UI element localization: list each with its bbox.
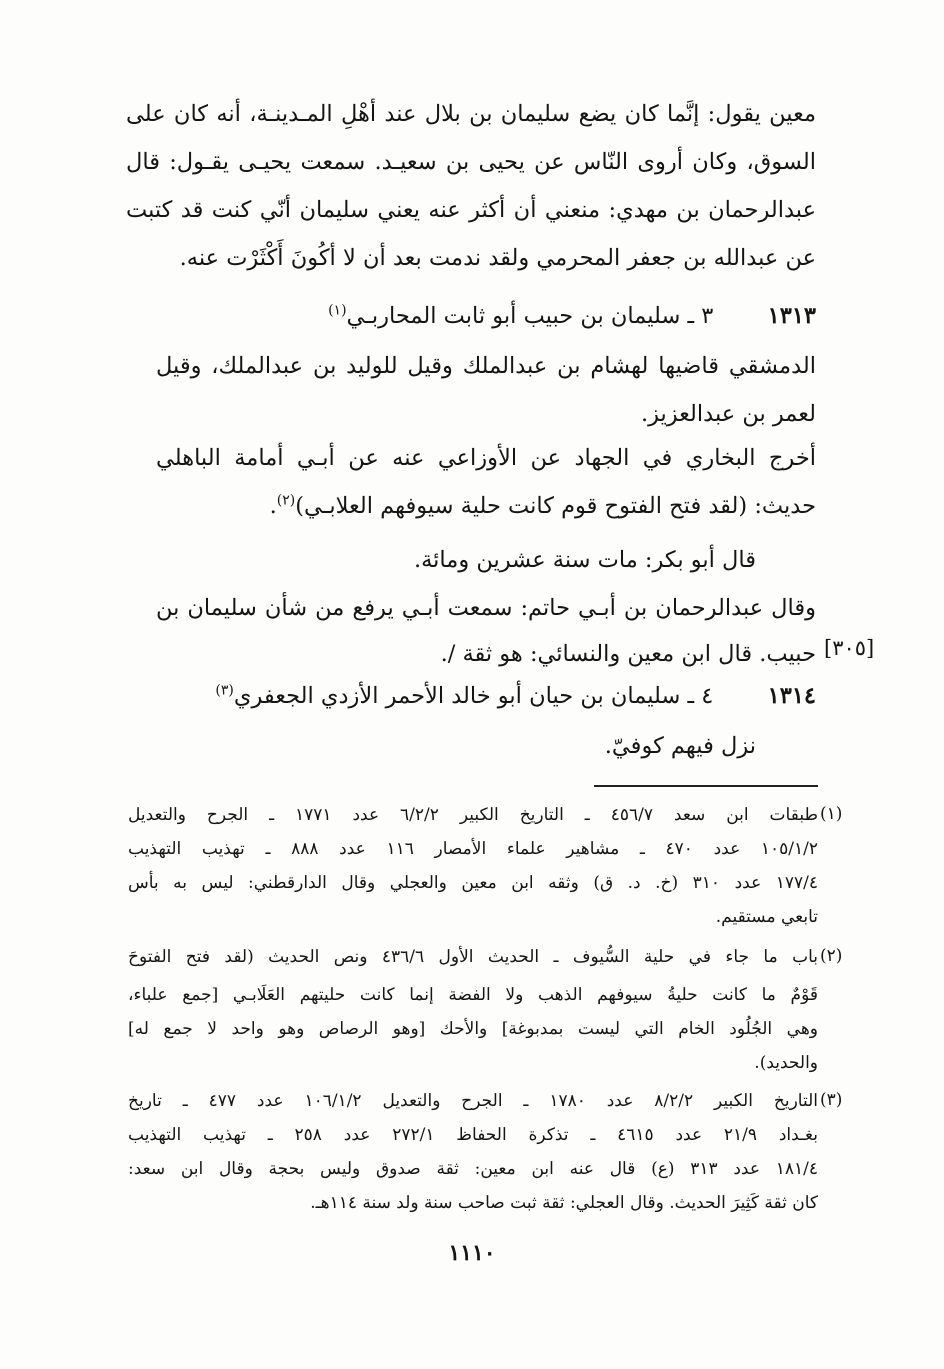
footnote-marker: (١) <box>820 804 843 824</box>
body-line: أخرج البخاري في الجهاد عن الأوزاعي عنه عن أبـي أمامة الباهلي <box>156 445 816 471</box>
body-line: قال أبو بكر: مات سنة عشرين ومائة. <box>413 547 756 573</box>
footnote-line: تابعي مستقيم. <box>715 907 818 927</box>
footnote-separator <box>594 785 818 787</box>
footnote-line: باب ما جاء في حلية السُّيوف ـ الحديث الأول ٤٣٦/٦ ونص الحديث (لقد فتح الفتوحَ <box>128 947 818 967</box>
footnote-line: وهي الجُلُود الخام التي ليست بمدبوغة] والأحك [وهو الرصاص وهو واحد لا جمع له] <box>128 1019 818 1039</box>
footnote-line: التاريخ الكبير ٨/٢/٢ عدد ١٧٨٠ ـ الجرح والتعديل ١٠٦/١/٢ عدد ٤٧٧ ـ تاريخ <box>128 1091 818 1111</box>
footnote-line: قَوْمٌ ما كانت حليةُ سيوفهم الذهب ولا الفضة إنما كانت حليتهم العَلَابـي [جمع علباء، <box>128 985 818 1005</box>
body-line <box>126 492 816 520</box>
footnote-line: كان ثقة كَثِيرَ الحديث. وقال العجلي: ثقة ثبت صاحب سنة ولد سنة ١١٤هـ. <box>310 1193 818 1213</box>
hadith-line: حديث: (لقد فتح الفتوح قوم كانت حلية سيوفهم العلابـي) <box>295 493 816 519</box>
entry-number: ١٣١٤ <box>767 683 816 709</box>
body-line: معين يقول: إنَّما كان يضع سليمان بن بلال عند أهْلِ المـدينـة، أنه كان على <box>126 101 816 127</box>
entry-sub-number: ٣ <box>701 303 714 329</box>
footnote-ref[interactable]: (١) <box>328 302 347 319</box>
body-line: عن عبدالله بن جعفر المحرمي ولقد ندمت بعد أن لا أكُونَ أَكْثَرْت عنه. <box>179 245 816 271</box>
footnote-line: بغـداد ٢١/٩ عدد ٤٦١٥ ـ تذكرة الحفاظ ٢٧٢/١ عدد ٢٥٨ ـ تهذيب التهذيب <box>128 1125 818 1145</box>
body-line: حبيب. قال ابن معين والنسائي: هو ثقة /. <box>440 641 816 667</box>
entry-heading-1314 <box>215 682 816 710</box>
footnote-line: ١٠٥/١/٢ عدد ٤٧٠ ـ مشاهير علماء الأمصار ١١٦ عدد ٨٨٨ ـ تهذيب التهذيب <box>128 839 818 859</box>
body-line: السوق، وكان أروى النّاس عن يحيى بن سعيـد. سمعت يحيـى يقـول: قال <box>126 149 816 175</box>
body-line: نزل فيهم كوفيّ. <box>604 733 756 759</box>
page-number: ١١١٠ <box>448 1240 496 1266</box>
footnote-line: ١٨١/٤ عدد ٣١٣ (ع) قال عنه ابن معين: ثقة صدوق وليس بحجة وقال ابن سعد: <box>128 1159 818 1179</box>
entry-name: سليمان بن حيان أبو خالد الأحمر الأزدي الجعفري <box>233 683 681 709</box>
sentence-end: . <box>269 493 277 519</box>
entry-dash: ـ <box>687 303 695 329</box>
entry-name: سليمان بن حبيب أبو ثابت المحاربـي <box>346 303 681 329</box>
footnote-line: طبقات ابن سعد ٤٥٦/٧ ـ التاريخ الكبير ٦/٢/٢ عدد ١٧٧١ ـ الجرح والتعديل <box>128 805 818 825</box>
footnote-line: والحديد). <box>754 1053 818 1073</box>
footnote-ref[interactable]: (٣) <box>215 682 234 699</box>
entry-heading-1313 <box>328 302 816 330</box>
body-line: لعمر بن عبدالعزيز. <box>640 401 816 427</box>
margin-page-ref: [٣٠٥] <box>824 636 875 660</box>
body-line: الدمشقي قاضيها لهشام بن عبدالملك وقيل للوليد بن عبدالملك، وقيل <box>156 353 816 379</box>
footnote-line: ١٧٧/٤ عدد ٣١٠ (خ. د. ق) وثقه ابن معين والعجلي وقال الدارقطني: ليس به بأس <box>128 873 818 893</box>
entry-number: ١٣١٣ <box>767 303 816 329</box>
footnote-ref[interactable]: (٢) <box>276 492 296 509</box>
entry-sub-number: ٤ <box>701 683 714 709</box>
footnote-marker: (٣) <box>820 1090 843 1110</box>
footnote-marker: (٢) <box>820 946 843 966</box>
body-line: وقال عبدالرحمان بن أبـي حاتم: سمعت أبـي يرفع من شأن سليمان بن <box>156 595 816 621</box>
entry-dash: ـ <box>687 683 695 709</box>
body-line: عبدالرحمان بن مهدي: منعني أن أكثر عنه يعني سليمان أنّي كنت قد كتبت <box>126 197 816 223</box>
